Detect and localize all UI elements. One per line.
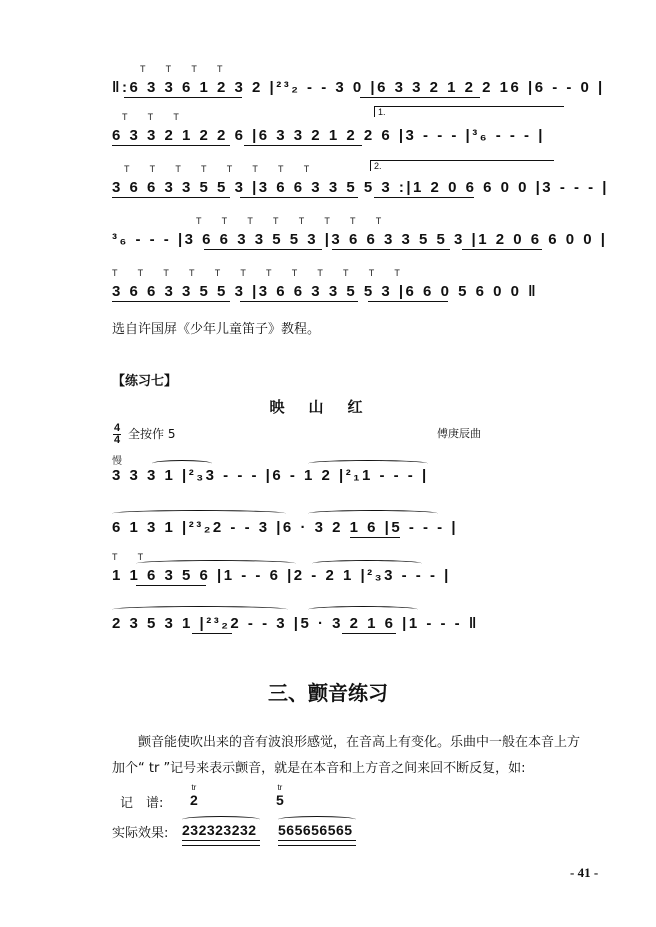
paragraph-1: 颤音能使吹出来的音有波浪形感觉，在音高上有变化。乐曲中一般在本音上方 [138, 735, 581, 750]
trill-effect-1: 232323232 [182, 822, 257, 838]
technique-marks: T T [112, 552, 153, 562]
source-note: 选自许国屏《少年儿童笛子》教程。 [112, 322, 321, 337]
technique-marks: T T T T T T T T T T T T [112, 268, 409, 278]
score-line-2 [112, 107, 560, 148]
score-line-5 [112, 268, 560, 304]
technique-marks: T T T T [140, 64, 232, 74]
trill-note-2: tr 5 [276, 783, 284, 808]
score-line-3 [112, 161, 610, 200]
technique-marks: T T T T T T T T [196, 216, 391, 226]
notation-text: ‖:6 3 3 6 1 2 3 2 |²³₂ - - 3 0 |6 3 3 2 1 2 2 16 |6 - - 0 | [112, 79, 605, 96]
notation-text: 2 3 5 3 1 |²³₂2 - - 3 |5 · 3 2 1 6 |1 - - - ‖ [112, 615, 479, 632]
score-line-1 [112, 64, 605, 100]
tempo-mark: 慢 [112, 456, 131, 467]
melody-line-1 [112, 452, 560, 488]
exercise-label: 【练习七】 [112, 374, 178, 389]
paragraph-2: 加个“ tr ”记号来表示颤音，就是在本音和上方音之间来回不断反复，如: [112, 761, 526, 776]
composer: 傅庚辰曲 [437, 427, 481, 440]
notation-text: 3 3 3 1 |²₃3 - - - |6 - 1 2 |²₁1 - - - | [112, 467, 429, 484]
notation-text: 6 3 3 2 1 2 2 6 |6 3 3 2 1 2 2 6 |3 - - - |³₆ - - - | [112, 127, 545, 144]
effect-label: 实际效果: [112, 826, 169, 841]
trill-note-1: tr 2 [190, 783, 198, 808]
score-line-4 [112, 216, 608, 252]
melody-line-4 [112, 600, 560, 636]
song-title: 映山红 [269, 398, 387, 416]
notation-label: 记 谱: [120, 796, 164, 811]
page-number: - 41 - [570, 865, 599, 880]
section-title: 三、颤音练习 [268, 681, 388, 705]
technique-marks: T T T [122, 112, 188, 122]
melody-line-2 [112, 504, 560, 540]
melody-line-3 [112, 552, 560, 588]
notation-text: 6 1 3 1 |²³₂2 - - 3 |6 · 3 2 1 6 |5 - - - | [112, 519, 459, 536]
notation-text: 3 6 6 3 3 5 5 3 |3 6 6 3 3 5 5 3 :|1 2 0 6 6 0 0 |3 - - - | [112, 179, 610, 196]
volta-1: 1. [374, 106, 564, 117]
notation-text: 3 6 6 3 3 5 5 3 |3 6 6 3 3 5 5 3 |6 6 0 5 6 0 0 ‖ [112, 283, 539, 300]
fingering-note: 全按作 5 [128, 427, 176, 441]
trill-effect-2: 565656565 [278, 822, 353, 838]
time-signature: 4 4 [113, 422, 121, 446]
notation-text: 1 1 6 3 5 6 |1 - - 6 |2 - 2 1 |²₃3 - - - | [112, 567, 451, 584]
volta-2: 2. [370, 160, 554, 171]
notation-text: ³₆ - - - |3 6 6 3 3 5 5 3 |3 6 6 3 3 5 5 3 |1 2 0 6 6 0 0 | [112, 231, 608, 248]
technique-marks: T T T T T T T T [124, 164, 319, 174]
